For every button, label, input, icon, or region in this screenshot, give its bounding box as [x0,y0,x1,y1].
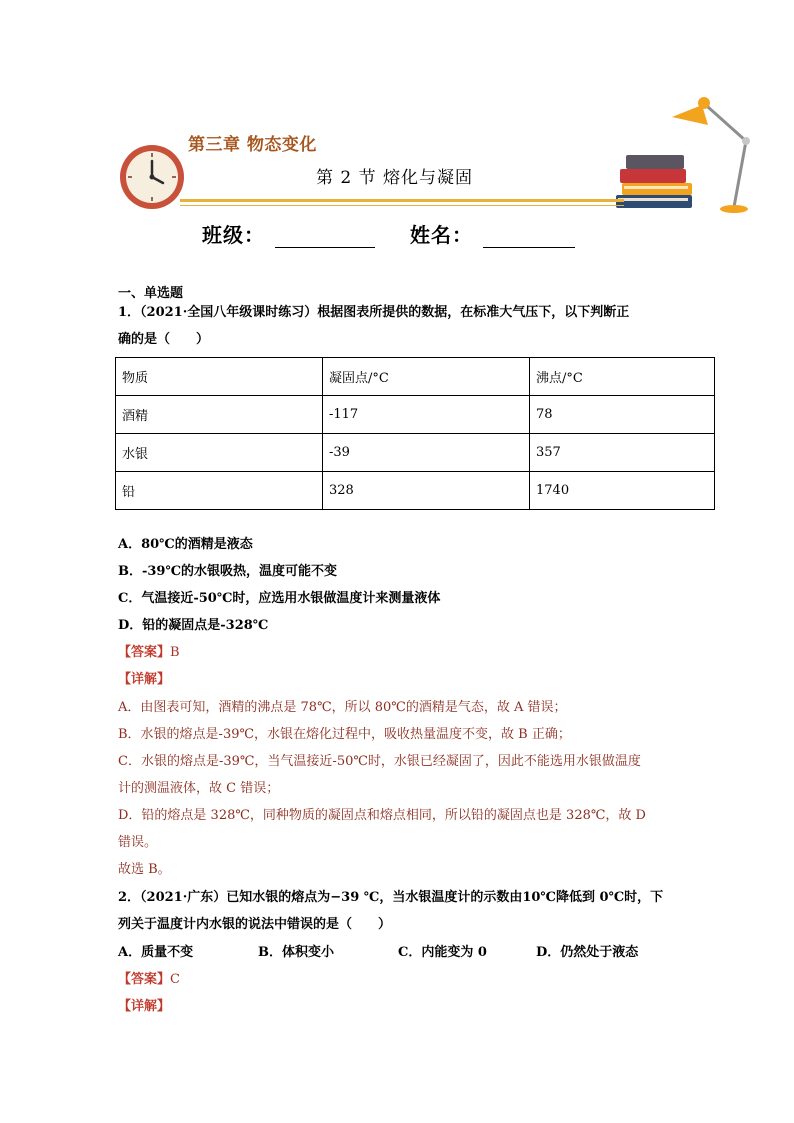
books-lamp-illustration [612,95,757,215]
table-header-cell: 凝固点/°C [323,358,530,396]
table-cell: 水银 [116,434,323,472]
q1-answer [118,643,180,663]
header-rule-thin [180,205,624,206]
q1-detail-tag: 【详解】 [118,672,171,687]
table-cell: 铅 [116,472,323,510]
table-cell: 357 [530,434,715,472]
q1-explanation-line: A．由图表可知，酒精的沸点是 78℃，所以 80℃的酒精是气态，故 A 错误； [118,700,567,715]
q1-explanation-line: C．水银的熔点是-39℃，当气温接近-50℃时，水银已经凝固了，因此不能选用水银做温度 [118,754,641,769]
answer-value: C [170,972,180,987]
class-blank[interactable] [275,225,375,248]
name-label: 姓名： [410,223,473,247]
name-blank[interactable] [483,225,575,248]
section-title: 第 2 节 熔化与凝固 [316,168,474,188]
header-rule [180,199,624,202]
q1-option-c: C．气温接近-50℃时，应选用水银做温度计来测量液体 [118,591,441,606]
q1-option-d: D．铅的凝固点是-328℃ [118,618,269,633]
clock-icon [118,143,186,211]
q1-stem-line1: 1．（2021·全国八年级课时练习）根据图表所提供的数据，在标准大气压下，以下判断正 [118,305,630,320]
table-header-row [116,358,715,396]
q2-option-c: C．内能变为 0 [398,945,487,960]
q2-stem-line1: 2．（2021·广东）已知水银的熔点为−39 ℃，当水银温度计的示数由10℃降低到 0℃时，下 [118,890,664,905]
q2-answer [118,970,180,990]
table-cell: 1740 [530,472,715,510]
class-label: 班级： [202,223,265,247]
q1-explanation-line: 错误。 [118,835,158,850]
table-row [116,396,715,434]
name-field [410,219,575,248]
q1-explanation-line: B．水银的熔点是-39℃，水银在熔化过程中，吸收热量温度不变，故 B 正确； [118,727,571,742]
q2-option-b: B．体积变小 [258,945,334,960]
answer-tag: 【答案】 [118,972,171,987]
q1-explanation-line: 计的测温液体，故 C 错误； [118,781,280,796]
q2-detail-tag: 【详解】 [118,999,171,1014]
q1-option-a: A．80℃的酒精是液态 [118,537,253,552]
table-row [116,472,715,510]
table-header-cell: 沸点/°C [530,358,715,396]
q1-stem-line2: 确的是（ ） [118,332,210,347]
q2-stem-line2: 列关于温度计内水银的说法中错误的是（ ） [118,917,392,932]
q2-option-d: D．仍然处于液态 [536,945,639,960]
section-heading: 一、单选题 [118,286,184,301]
answer-tag: 【答案】 [118,645,171,660]
q2-option-a: A．质量不变 [118,945,194,960]
q1-option-b: B．-39℃的水银吸热，温度可能不变 [118,564,338,579]
table-cell: -39 [323,434,530,472]
table-cell: 78 [530,396,715,434]
table-cell: -117 [323,396,530,434]
table-cell: 328 [323,472,530,510]
q1-explanation-line: D．铅的熔点是 328℃，同种物质的凝固点和熔点相同，所以铅的凝固点也是 328℃，故 D [118,808,646,823]
answer-value: B [170,645,180,660]
q1-data-table [115,357,715,510]
table-cell: 酒精 [116,396,323,434]
chapter-title: 第三章 物态变化 [188,135,317,155]
q1-explanation-line: 故选 B。 [118,862,171,877]
class-field [202,219,375,248]
table-header-cell: 物质 [116,358,323,396]
table-row [116,434,715,472]
